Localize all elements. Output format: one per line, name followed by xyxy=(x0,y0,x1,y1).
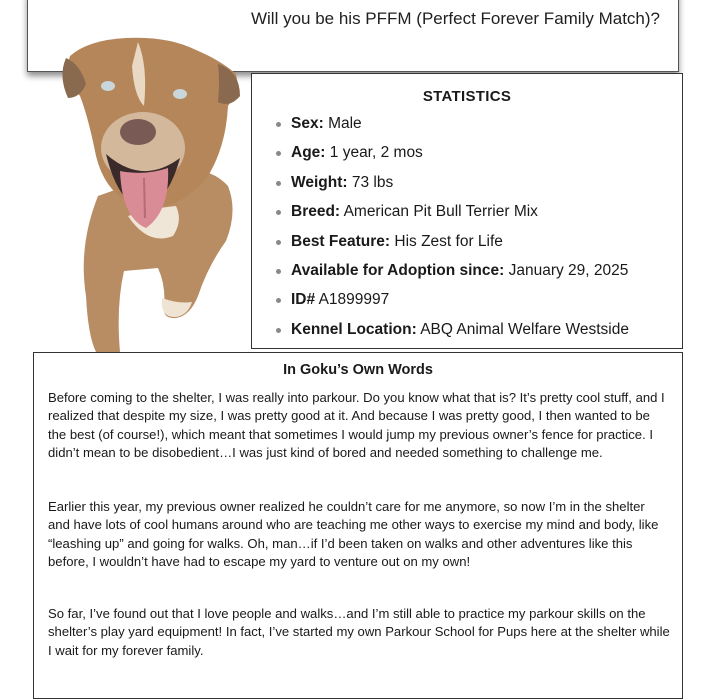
stat-breed xyxy=(276,197,629,226)
story-paragraph: Before coming to the shelter, I was really into parkour. Do you know what that is? It’s pretty cool stuff, and I realized that despite my size, I was pretty good at it. And because I was pretty good, I then wanted to be the best (of course!), which meant that sometimes I would jump my previous owner’s fence for practice. I didn’t mean to be disobedient…I was just kind of bored and needed something to challenge me. xyxy=(48,390,665,460)
statistics-title: STATISTICS xyxy=(422,88,512,105)
statistics-list xyxy=(276,109,629,344)
statistics-panel xyxy=(251,73,683,349)
stat-label: Available for Adoption since: xyxy=(291,261,505,279)
stat-value: 73 lbs xyxy=(351,173,394,191)
stat-value: American Pit Bull Terrier Mix xyxy=(343,203,538,221)
stat-value: January 29, 2025 xyxy=(508,261,629,279)
stat-label: Sex: xyxy=(291,115,324,132)
own-words-panel xyxy=(33,352,683,699)
dog-photo xyxy=(58,36,243,354)
stat-weight xyxy=(276,168,629,197)
stat-label: Weight: xyxy=(291,173,348,191)
stat-value: A1899997 xyxy=(318,291,390,309)
stat-value: His Zest for Life xyxy=(394,232,503,250)
stat-label: ID# xyxy=(291,291,316,309)
own-words-title: In Goku’s Own Words xyxy=(283,362,433,378)
stat-value: Male xyxy=(328,115,362,132)
stat-label: Kennel Location: xyxy=(291,320,417,338)
stat-kennel-location xyxy=(276,315,629,344)
stat-label: Breed: xyxy=(291,203,341,221)
story-paragraph: Earlier this year, my previous owner realized he couldn’t care for me anymore, so now I’m in the shelter and have lots of cool humans around who are teaching me other ways to exercise my mind and body, like “leashing up” and going for walks. Oh, man…if I’d been taken on walks and other adventures like this before, I wouldn’t have had to escape my yard to venture out on my own! xyxy=(48,499,659,569)
stat-label: Best Feature: xyxy=(291,232,391,250)
stat-id xyxy=(276,285,629,314)
stat-available-since xyxy=(276,256,629,285)
page-subtitle: Will you be his PFFM (Perfect Forever Family Match)? xyxy=(250,9,660,28)
stat-age xyxy=(276,138,629,167)
story-paragraph: So far, I’ve found out that I love people and walks…and I’m still able to practice my parkour skills on the shelter’s play yard equipment! In fact, I’ve started my own Parkour School for Pups here at the shelter while I wait for my forever family. xyxy=(48,606,670,658)
stat-value: ABQ Animal Welfare Westside xyxy=(420,320,629,338)
stat-best-feature xyxy=(276,227,629,256)
stat-label: Age: xyxy=(291,144,326,162)
stat-value: 1 year, 2 mos xyxy=(329,144,423,162)
stat-sex xyxy=(276,109,629,138)
